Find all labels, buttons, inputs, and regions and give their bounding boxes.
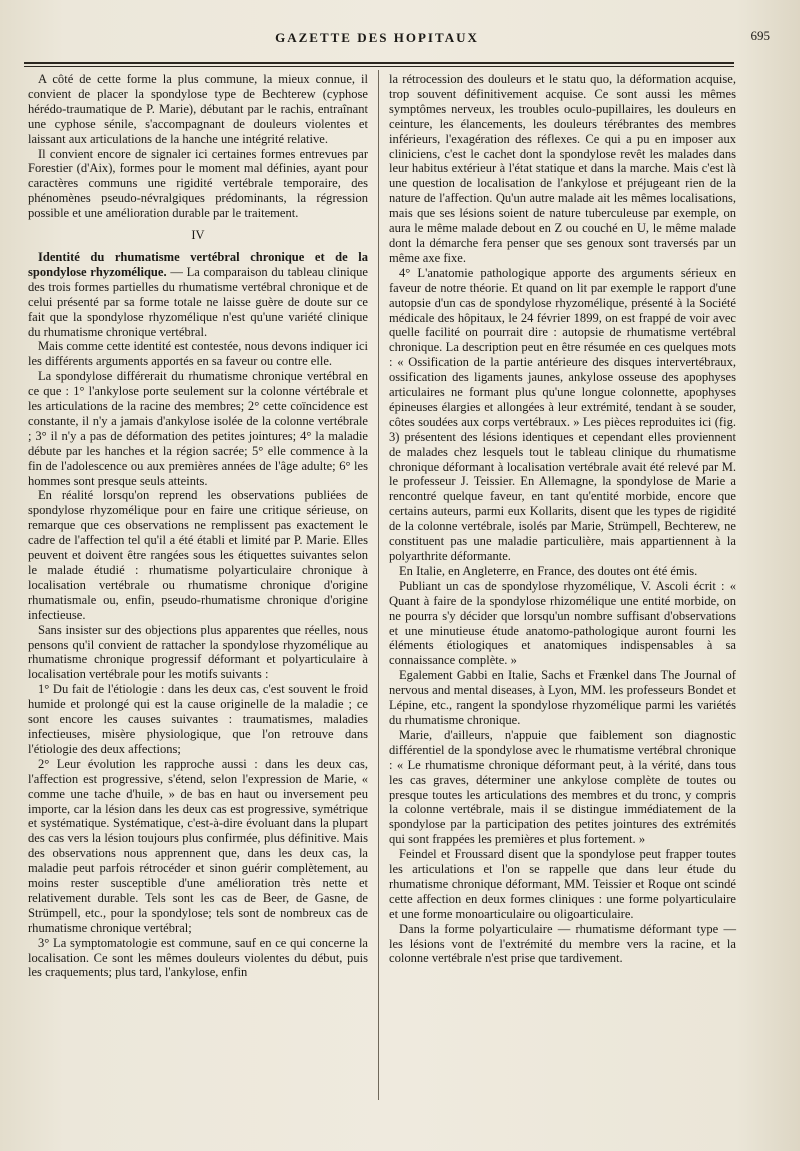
paragraph: La spondylose différerait du rhumatisme chronique vertébral en ce que : 1° l'ankylose porte seulement sur la colonne vértébrale et les articulations de la racine des membres; 2° cette coïncidence est constante, il n'y a jamais d'ankylose isolée de la colonne vertébrale ; 3° il n'y a pas de déformation des petites jointures; 4° la maladie débute par les hanches et la région sacrée; 5° elle commence à la fin de l'adolescence ou aux premières années de l'âge adulte; 6° les hommes sont presque seuls atteints. xyxy=(28,369,368,488)
page-number: 695 xyxy=(750,28,770,43)
paragraph: 2° Leur évolution les rapproche aussi : dans les deux cas, l'affection est progressive, s'étend, selon l'expression de Marie, « comme une tache d'huile, » de bas en haut ou inversement peu importe, car la lésion dans les deux cas est progressive, symétrique et systématique. Systématique, c'est-à-dire évoluant dans la plupart des cas vers la lésion toujours plus confirmée, plus définitive. Mais des observations nous apprennent que, dans les deux cas, la maladie peut parfois rétrocéder et sinon guérir complètement, au moins rester susceptible d'une amélioration très nette et relativement durable. Tels sont les cas de Beer, de Gasne, de Strümpell, etc., pour la spondylose; tels sont de nombreux cas de rhumatisme chronique vertébral; xyxy=(28,756,368,935)
paragraph: Mais comme cette identité est contestée, nous devons indiquer ici les différents arguments apportés en sa faveur ou contre elle. xyxy=(28,339,368,369)
paragraph: 1° Du fait de l'étiologie : dans les deux cas, c'est souvent le froid humide et prolongé qui est la cause originelle de la maladie ; ce sont encore les causes suivantes : traumatismes, maladies infectieuses, misère physiologique, que l'on retrouve dans l'étiologie des deux affections; xyxy=(28,682,368,756)
paragraph: la rétrocession des douleurs et le statu quo, la déformation acquise, trop souvent définitivement acquise. Ce sont aussi les mêmes symptômes nerveux, les troubles oculo-pupillaires, les douleurs en ceinture, les élancements, les douleurs térébrantes des membres inférieurs, l'exagération des réflexes. Ce qui a pu en imposer aux cliniciens, c'est le cachet dont la spondylose revêt les malades dans leur habitus extérieur à l'état statique et dans la marche. Mais c'est là une question de localisation de l'ankylose et préjugeant rien de la nature de l'affection. Qu'un autre malade ait les mêmes localisations, mais que ses lésions soient de nature tuberculeuse par exemple, on aura le même malade debout en Z ou couché en U, le même malade dont la démarche fera penser que ses genoux sont traversés par un même axe fixe. xyxy=(389,72,736,265)
paragraph: En réalité lorsqu'on reprend les observations publiées de spondylose rhyzomélique pour en faire une critique sérieuse, on remarque que ces observations ne remplissent pas exactement le cadre de l'affection tel qu'il a été établi et limité par P. Marie. Elles peuvent et doivent être rangées sous les étiquettes suivantes selon le malade étudié : rhumatisme polyarticulaire chronique à localisation vertébrale ou rhumatisme chronique d'origine rhumatismale ou, enfin, pseudo-rhumatisme chronique d'origine infectieuse. xyxy=(28,488,368,622)
header-rule-thin xyxy=(24,66,734,67)
paragraph: Marie, d'ailleurs, n'appuie que faiblement son diagnostic différentiel de la spondylose avec le rhumatisme vertébral chronique : « Le rhumatisme chronique déformant peut, à la vérité, dans tous les cas graves, déterminer une ankylose complète de toutes ou presque toutes les articulations des membres et du tronc, y compris la colonne vertébrale, mais il se distingue immédiatement de la spondylose par la participation des petites jointures des extrémités qui sont frappées les premières et plus fortement. » xyxy=(389,727,736,847)
paragraph: 3° La symptomatologie est commune, sauf en ce qui concerne la localisation. Ce sont les mêmes douleurs violentes du début, puis les craquements; plus tard, l'ankylose, enfin xyxy=(28,935,368,980)
paragraph: Il convient encore de signaler ici certaines formes entrevues par Forestier (d'Aix), formes pour le moment mal définies, ayant pour caractères communs une rigidité vertébrale temporaire, des phénomènes pseudo-névralgiques prédominants, la régression possible et une amélioration durable par le traitement. xyxy=(28,146,368,221)
header-rule xyxy=(24,62,734,64)
paragraph: Egalement Gabbi en Italie, Sachs et Frænkel dans The Journal of nervous and mental diseases, à Lyon, MM. les professeurs Bondet et Lépine, etc., rangent la spondylose rhyzomélique parmi les variétés du rhumatisme chronique. xyxy=(389,668,736,727)
paragraph: 4° L'anatomie pathologique apporte des arguments sérieux en faveur de notre théorie. Et quand on lit par exemple le rapport d'une autopsie d'un cas de spondylose rhyzomélique, présenté à la Société médicale des hôpitaux, le 24 février 1899, on est frappé de voir avec quelle facilité on pourrait dire : autopsie de rhumatisme vertébral chronique. La description peut en être résumée en ces quelques mots : « Ossification de la partie antérieure des disques intervertébraux, ossification des ligaments jaunes, ankylose osseuse des apophyses articulaires ne formant plus qu'une longue colonnette, apophyses épineuses élargies et allongées à leur extrémité, tendant à se souder, côtes soudées aux corps vertébraux. » Les pièces reproduites ici (fig. 3) présentent des lésions identiques et cependant elles proviennent de malades chez lesquels tout le tableau clinique du rhumatisme chronique déformant à localisation vertébrale avait été relevé par M. le professeur J. Teissier. En Allemagne, la spondylose de Marie a rencontré quelque faveur, en tant qu'entité morbide, encore que certains auteurs, parmi eux Kollarits, disent que les types de rigidité de la colonne vertébrale, isolés par Marie, Strümpell, Bechterew, ne constituent pas une maladie particulière, mais appartiennent à la polyarthrite déformante. xyxy=(389,265,736,563)
left-column xyxy=(28,72,368,980)
paragraph: Dans la forme polyarticulaire — rhumatisme déformant type — les lésions vont de l'extrémité du membre vers la racine, et la colonne vertébrale n'est prise que tardivement. xyxy=(389,921,736,966)
section-number: IV xyxy=(191,228,205,243)
journal-title: GAZETTE DES HOPITAUX xyxy=(275,30,479,45)
paragraph: Publiant un cas de spondylose rhyzomélique, V. Ascoli écrit : « Quant à faire de la spondylose rhizomélique une entité morbide, on ne pourra s'y décider que lorsqu'un nombre suffisant d'observations et une minutieuse étude anatomo-pathologique auront fourni les éléments étiologiques et anatomiques indispensables à sa connaissance complète. » xyxy=(389,578,736,668)
paragraph: En Italie, en Angleterre, en France, des doutes ont été émis. xyxy=(399,563,698,578)
page-header xyxy=(24,28,770,50)
paragraph: Feindel et Froussard disent que la spondylose peut frapper toutes les articulations et l'on se rappelle que dans leur étude du rhumatisme chronique déformant, MM. Teissier et Roque ont scindé cette affection en deux formes cliniques : une forme polyarticulaire et une forme monoarticulaire ou oligoarticulaire. xyxy=(389,847,736,921)
section-heading: Identité du rhumatisme vertébral chronique et de la spondylose rhyzomélique. xyxy=(28,249,368,279)
paragraph: Sans insister sur des objections plus apparentes que réelles, nous pensons qu'il convient de rattacher la spondylose rhyzomélique au rhumatisme chronique progressif déformant et polyarticulaire à localisation vertébrale pour les motifs suivants : xyxy=(28,622,368,682)
paragraph-text: — La comparaison du tableau clinique des trois formes partielles du rhumatisme vertébral chronique et de celui présenté par sa forme totale ne laisse guère de doute sur ce fait que la spondylose rhyzomélique n'est qu'une variété clinique du rhumatisme chronique vertébral. xyxy=(28,264,368,339)
paragraph: A côté de cette forme la plus commune, la mieux connue, il convient de placer la spondylose type de Bechterew (cyphose hérédo-traumatique de P. Marie), débutant par le rachis, entraînant une cyphose sénile, s'accompagnant de douleurs violentes et laissant aux articulations de la hanche une intégrité relative. xyxy=(28,72,368,146)
column-divider xyxy=(378,70,379,1100)
section-paragraph xyxy=(28,250,368,339)
right-column xyxy=(389,72,736,966)
